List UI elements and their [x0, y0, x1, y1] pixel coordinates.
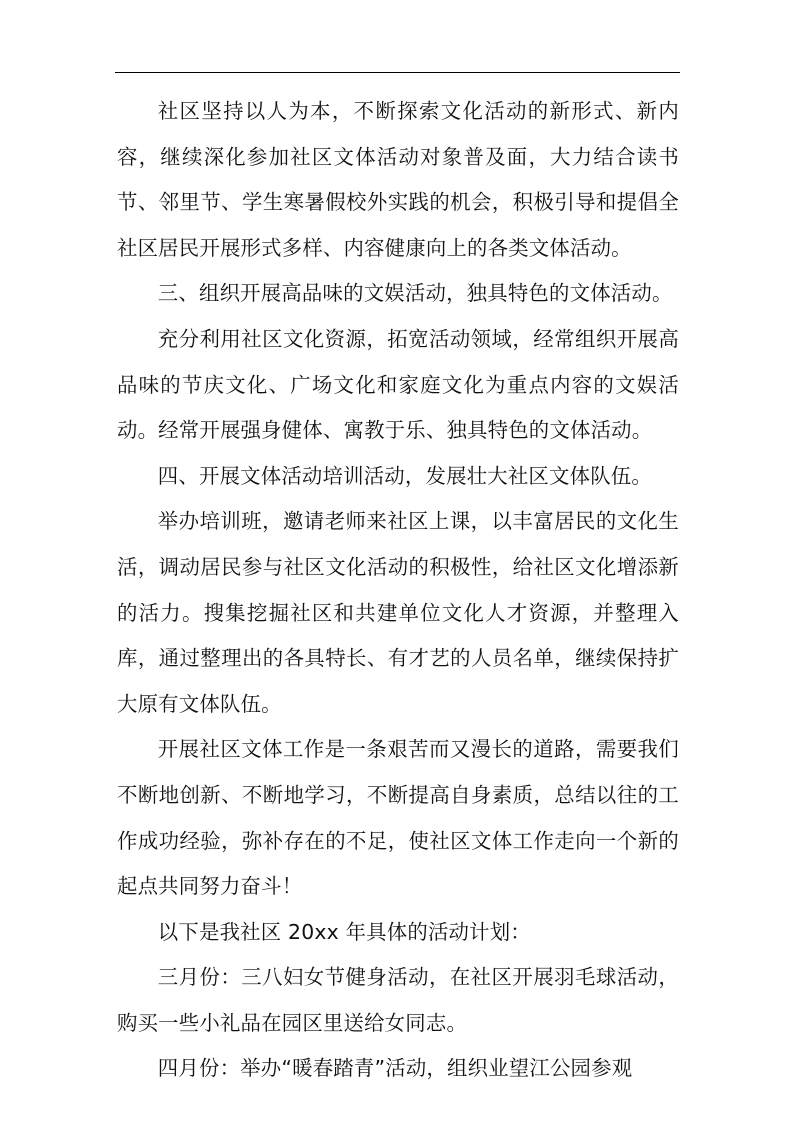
paragraph: 社区坚持以人为本，不断探索文化活动的新形式、新内容，继续深化参加社区文体活动对象普及面，大力结合读书节、邻里节、学生寒暑假校外实践的机会，积极引导和提倡全社区居民开展形式多样、内容健康向上的各类文体活动。 [117, 99, 679, 260]
paragraph: 开展社区文体工作是一条艰苦而又漫长的道路，需要我们不断地创新、不断地学习，不断提高自身素质，总结以往的工作成功经验，弥补存在的不足，使社区文体工作走向一个新的起点共同努力奋斗！ [117, 737, 679, 899]
paragraph: 充分利用社区文化资源，拓宽活动领域，经常组织开展高品味的节庆文化、广场文化和家庭文化为重点内容的文娱活动。经常开展强身健体、寓教于乐、独具特色的文体活动。 [117, 326, 679, 443]
plan-item: 四月份：举办“暖春踏青”活动，组织业望江公园参观 [157, 1056, 633, 1081]
paragraph: 举办培训班，邀请老师来社区上课，以丰富居民的文化生活，调动居民参与社区文化活动的积极性，给社区文化增添新的活力。搜集挖掘社区和共建单位文化人才资源，并整理入库，通过整理出的各具特长、有才艺的人员名单，继续保持扩大原有文体队伍。 [117, 509, 679, 716]
paragraph: 以下是我社区 20xx 年具体的活动计划： [157, 919, 531, 944]
section-heading: 三、组织开展高品味的文娱活动，独具特色的文体活动。 [157, 281, 673, 306]
section-heading: 四、开展文体活动培训活动，发展壮大社区文体队伍。 [157, 463, 652, 488]
header-rule [115, 72, 680, 73]
document-body [117, 89, 679, 1092]
plan-item: 三月份：三八妇女节健身活动，在社区开展羽毛球活动，购买一些小礼品在园区里送给女同志。 [117, 965, 679, 1035]
